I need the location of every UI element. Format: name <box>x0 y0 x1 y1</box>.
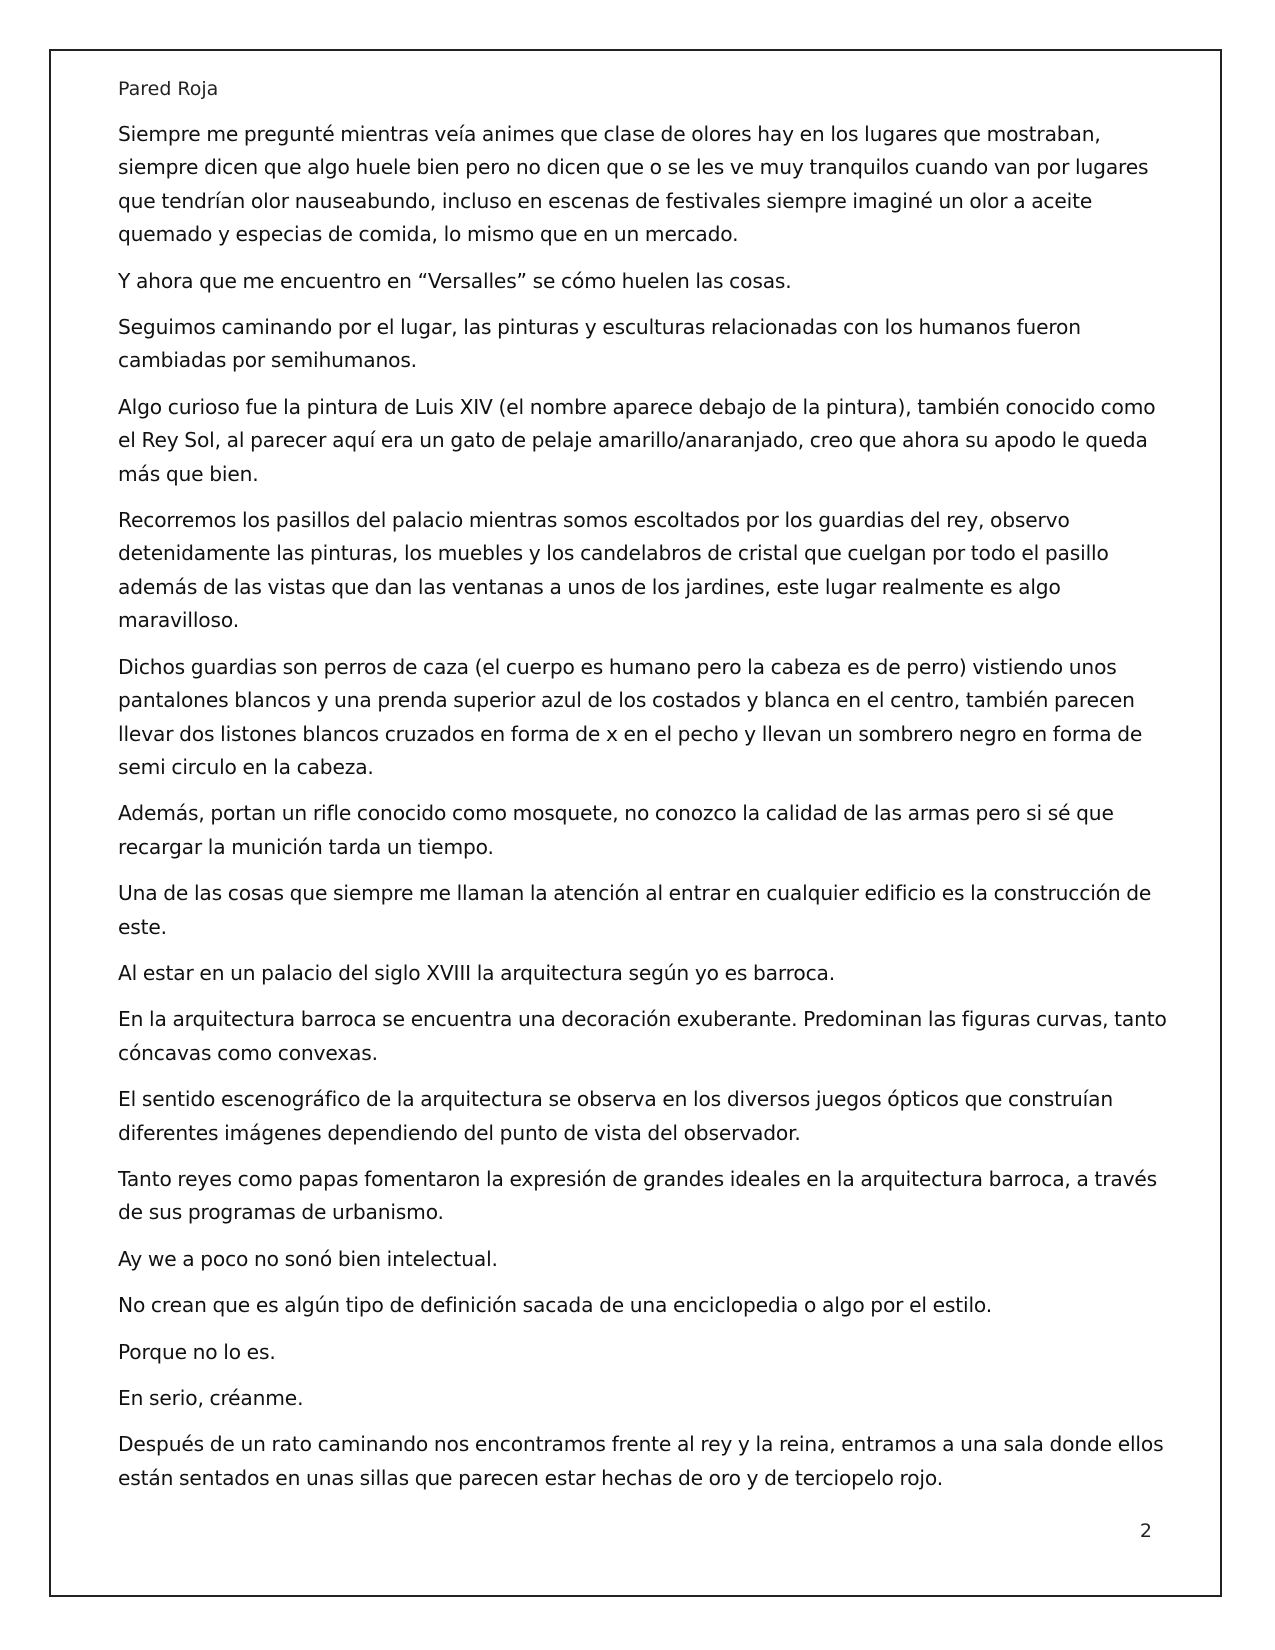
paragraph-12: Tanto reyes como papas fomentaron la expresión de grandes ideales en la arquitectura barroca, a través de sus programas de urbanismo. <box>118 1166 1158 1225</box>
paragraph-15: Porque no lo es. <box>118 1339 276 1364</box>
paragraph-17: Después de un rato caminando nos encontramos frente al rey y la reina, entramos a una sala donde ellos están sentados en unas sillas que parecen estar hechas de oro y de terciopelo rojo. <box>118 1432 1164 1490</box>
document-title: Pared Roja <box>118 78 219 100</box>
paragraph-7: Además, portan un rifle conocido como mosquete, no conozco la calidad de las armas pero si sé que recargar la munición tarda un tiempo. <box>118 801 1114 859</box>
page-number: 2 <box>1139 1520 1152 1542</box>
paragraph-9: Al estar en un palacio del siglo XVIII la arquitectura según yo es barroca. <box>118 960 836 985</box>
paragraph-4: Algo curioso fue la pintura de Luis XIV (el nombre aparece debajo de la pintura), también conocido como el Rey Sol, al parecer aquí era un gato de pelaje amarillo/anaranjado, creo que ahora su apodo le queda más que bien. <box>118 394 1156 486</box>
paragraph-2: Y ahora que me encuentro en “Versalles” se cómo huelen las cosas. <box>118 268 792 293</box>
document-body <box>118 118 1168 1508</box>
paragraph-1: Siempre me pregunté mientras veía animes que clase de olores hay en los lugares que mostraban, siempre dicen que algo huele bien pero no dicen que o se les ve muy tranquilos cuando van por lugares que tendrían olor nauseabundo, incluso en escenas de festivales siempre imaginé un olor a aceite quemado y especias de comida, lo mismo que en un mercado. <box>118 122 1149 247</box>
paragraph-6: Dichos guardias son perros de caza (el cuerpo es humano pero la cabeza es de perro) vistiendo unos pantalones blancos y una prenda superior azul de los costados y blanca en el centro, también parecen llevar dos listones blancos cruzados en forma de x en el pecho y llevan un sombrero negro en forma de semi circulo en la cabeza. <box>118 654 1143 779</box>
paragraph-10: En la arquitectura barroca se encuentra una decoración exuberante. Predominan las figuras curvas, tanto cóncavas como convexas. <box>118 1007 1167 1065</box>
paragraph-3: Seguimos caminando por el lugar, las pinturas y esculturas relacionadas con los humanos fueron cambiadas por semihumanos. <box>118 315 1081 373</box>
paragraph-11: El sentido escenográfico de la arquitectura se observa en los diversos juegos ópticos que construían diferentes imágenes dependiendo del punto de vista del observador. <box>118 1087 1114 1145</box>
paragraph-16: En serio, créanme. <box>118 1386 304 1410</box>
paragraph-13: Ay we a poco no sonó bien intelectual. <box>118 1246 498 1271</box>
paragraph-8: Una de las cosas que siempre me llaman la atención al entrar en cualquier edificio es la construcción de este. <box>118 881 1152 939</box>
paragraph-14: No crean que es algún tipo de definición sacada de una enciclopedia o algo por el estilo. <box>118 1293 993 1318</box>
paragraph-5: Recorremos los pasillos del palacio mientras somos escoltados por los guardias del rey, observo detenidamente las pinturas, los muebles y los candelabros de cristal que cuelgan por todo el pasillo además de las vistas que dan las ventanas a unos de los jardines, este lugar realmente es algo maravilloso. <box>118 508 1109 633</box>
